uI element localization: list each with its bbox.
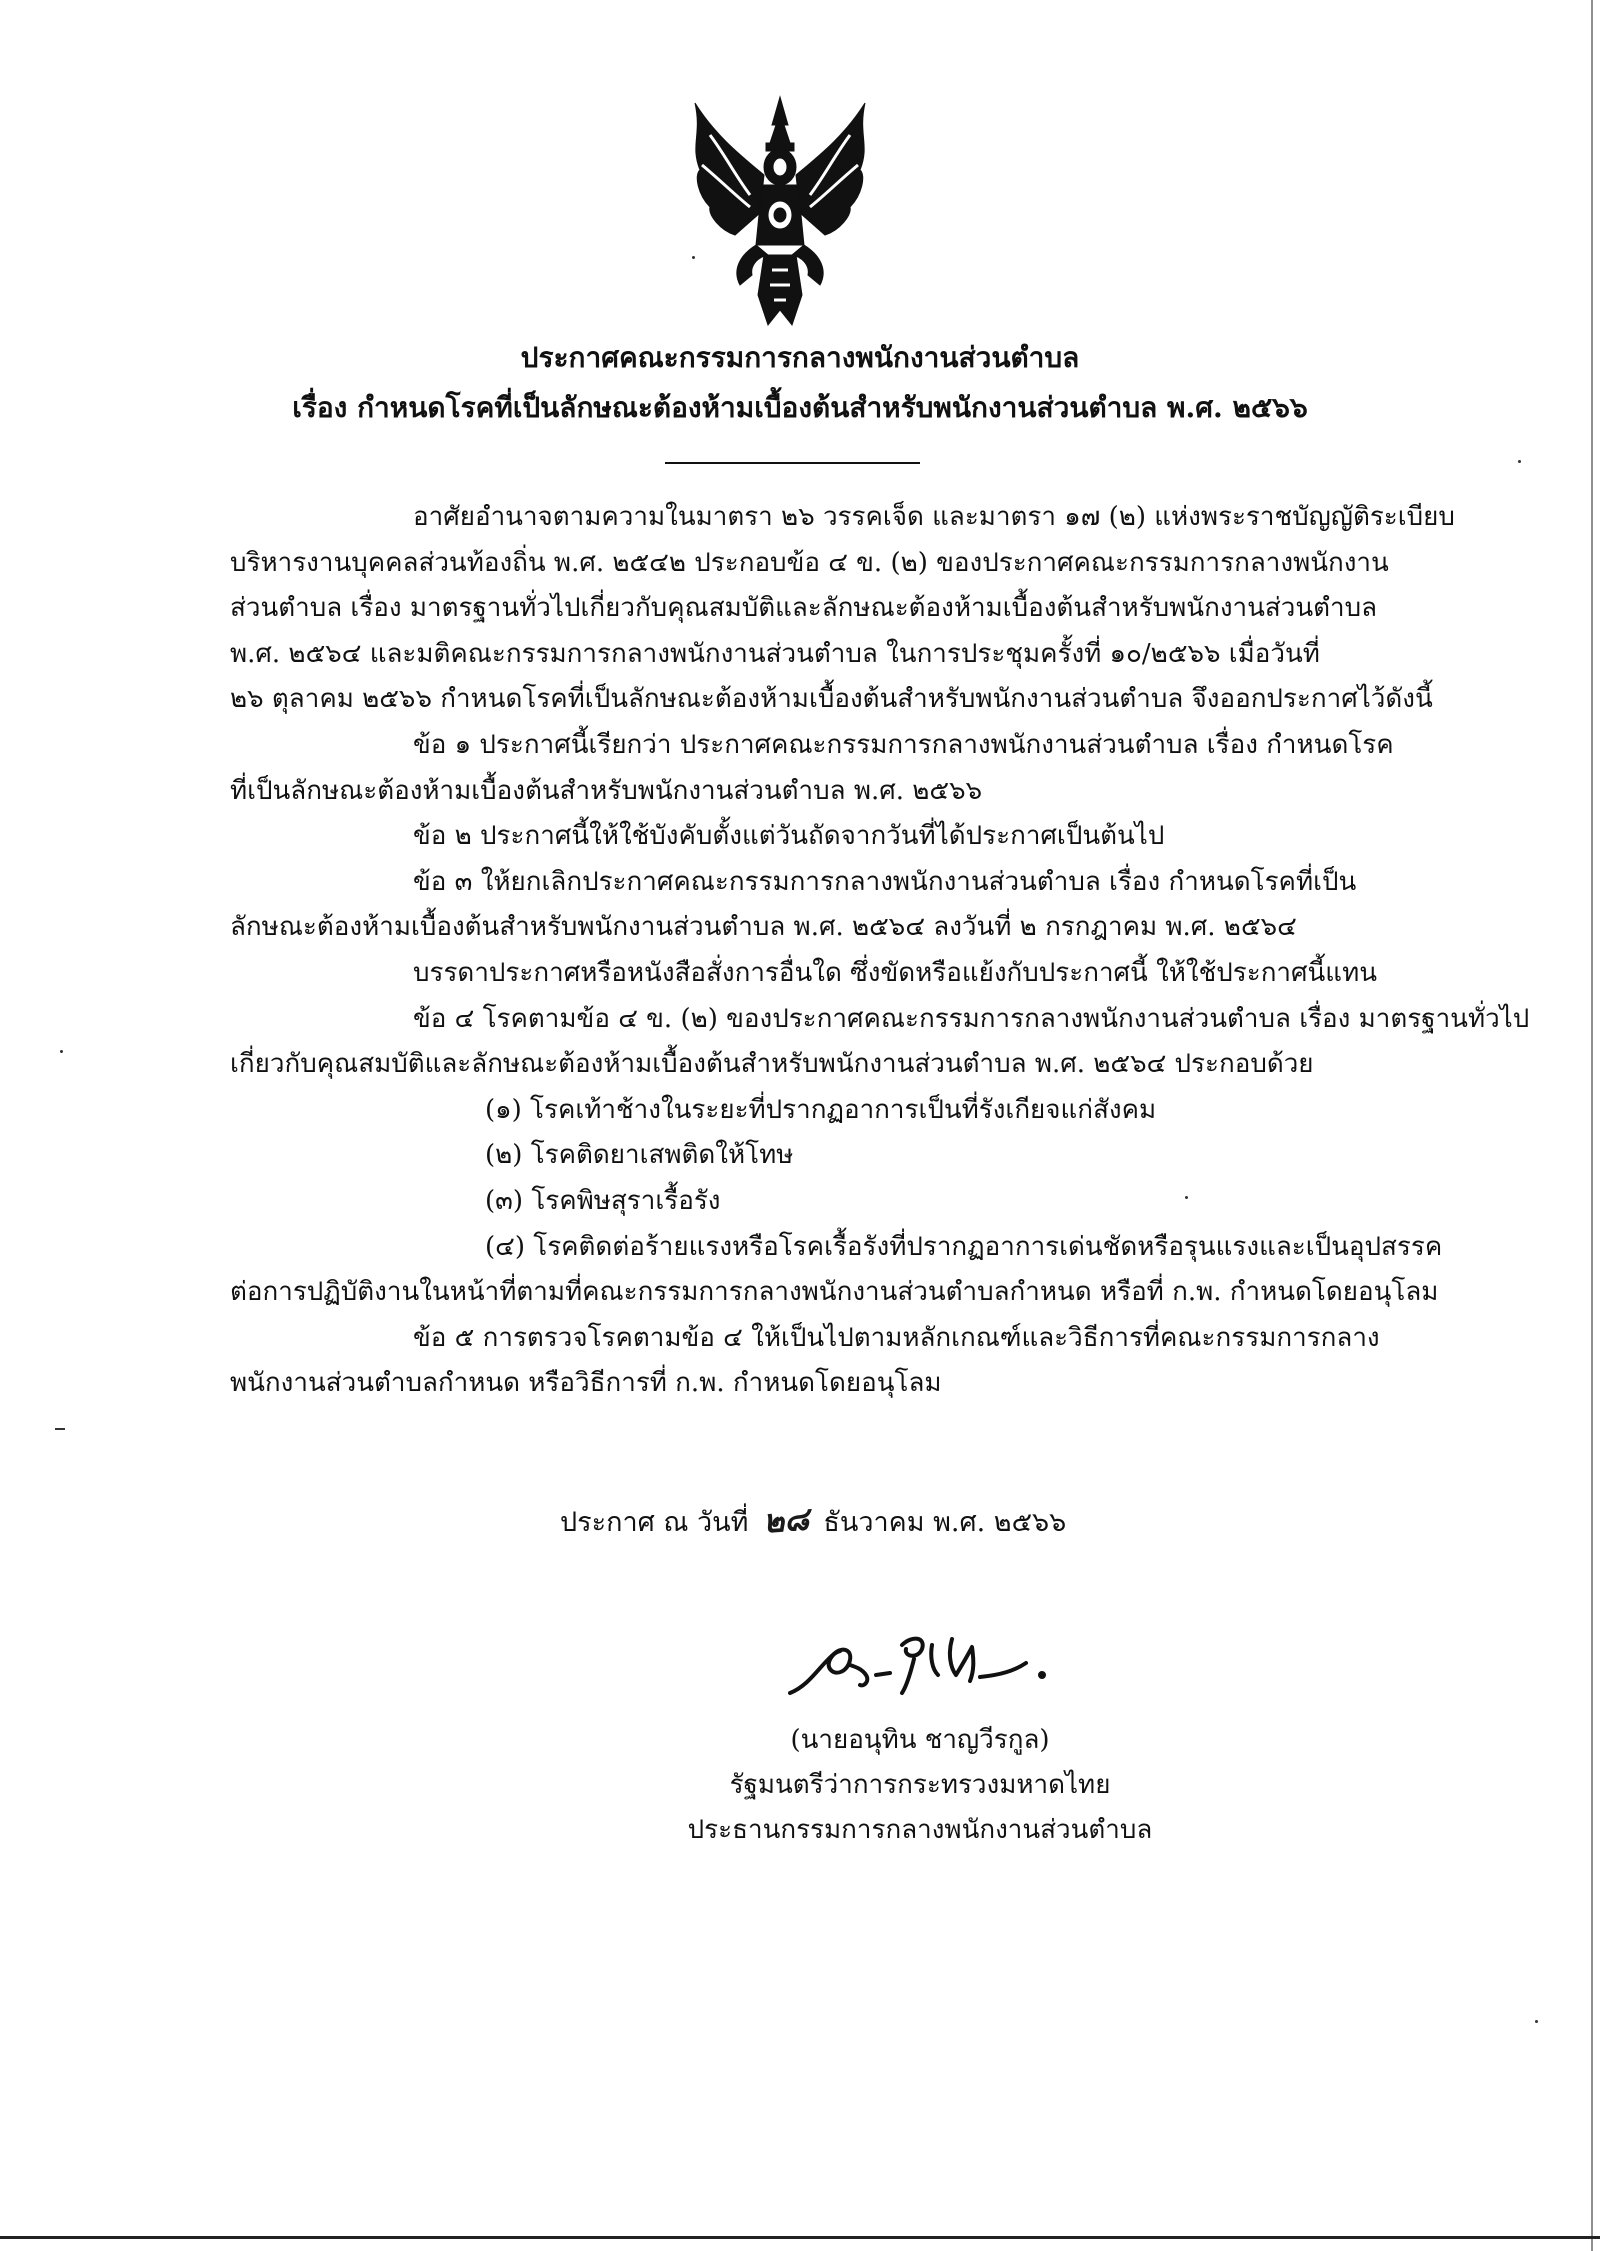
- clause-4-line: เกี่ยวกับคุณสมบัติและลักษณะต้องห้ามเบื้องต้นสำหรับพนักงานส่วนตำบล พ.ศ. ๒๕๖๔ ประกอบด้วย: [230, 1049, 1314, 1080]
- scan-edge: [1591, 0, 1593, 2251]
- signatory-block: [660, 1718, 1180, 1853]
- date-prefix: ประกาศ ณ วันที่: [560, 1507, 749, 1538]
- clause-3-line: ข้อ ๓ ให้ยกเลิกประกาศคณะกรรมการกลางพนักงานส่วนตำบล เรื่อง กำหนดโรคที่เป็น: [413, 866, 1357, 897]
- announcement-body: [230, 495, 1530, 1407]
- preamble-line: ส่วนตำบล เรื่อง มาตรฐานทั่วไปเกี่ยวกับคุณสมบัติและลักษณะต้องห้ามเบื้องต้นสำหรับพนักงานส่วนตำบล: [230, 593, 1378, 624]
- date-day-handwritten: ๒๘: [761, 1499, 811, 1541]
- clause-3-line: ลักษณะต้องห้ามเบื้องต้นสำหรับพนักงานส่วนตำบล พ.ศ. ๒๕๖๔ ลงวันที่ ๒ กรกฎาคม พ.ศ. ๒๕๖๔: [230, 912, 1297, 943]
- clause-3-continuation: บรรดาประกาศหรือหนังสือสั่งการอื่นใด ซึ่งขัดหรือแย้งกับประกาศนี้ ให้ใช้ประกาศนี้แทน: [413, 957, 1377, 988]
- announcement-subject: เรื่อง กำหนดโรคที่เป็นลักษณะต้องห้ามเบื้องต้นสำหรับพนักงานส่วนตำบล พ.ศ. ๒๕๖๖: [292, 391, 1308, 424]
- scan-speck: [1535, 2020, 1538, 2023]
- announcement-title: ประกาศคณะกรรมการกลางพนักงานส่วนตำบล: [520, 341, 1080, 374]
- scan-speck: [1518, 460, 1521, 463]
- preamble-line: พ.ศ. ๒๕๖๔ และมติคณะกรรมการกลางพนักงานส่วนตำบล ในการประชุมครั้งที่ ๑๐/๒๕๖๖ เมื่อวันที่: [230, 638, 1320, 669]
- clause-4-line: ข้อ ๔ โรคตามข้อ ๔ ข. (๒) ของประกาศคณะกรรมการกลางพนักงานส่วนตำบล เรื่อง มาตรฐานทั่วไป: [413, 1003, 1530, 1034]
- clause-1-line: ที่เป็นลักษณะต้องห้ามเบื้องต้นสำหรับพนักงานส่วนตำบล พ.ศ. ๒๕๖๖: [230, 775, 983, 806]
- disease-item: (๓) โรคพิษสุราเรื้อรัง: [485, 1185, 721, 1216]
- preamble-line: ๒๖ ตุลาคม ๒๕๖๖ กำหนดโรคที่เป็นลักษณะต้องห้ามเบื้องต้นสำหรับพนักงานส่วนตำบล จึงออกประกาศไว้ดังนี้: [230, 684, 1433, 715]
- scan-speck: [1185, 1196, 1188, 1199]
- signatory-name: (นายอนุทิน ชาญวีรกูล): [790, 1725, 1050, 1755]
- clause-5-line: พนักงานส่วนตำบลกำหนด หรือวิธีการที่ ก.พ. กำหนดโดยอนุโลม: [230, 1368, 942, 1399]
- scan-speck: [55, 1428, 65, 1430]
- preamble-line: อาศัยอำนาจตามความในมาตรา ๒๖ วรรคเจ็ด และมาตรา ๑๗ (๒) แห่งพระราชบัญญัติระเบียบ: [413, 502, 1455, 532]
- clause-5-line: ข้อ ๕ การตรวจโรคตามข้อ ๔ ให้เป็นไปตามหลักเกณฑ์และวิธีการที่คณะกรรมการกลาง: [413, 1322, 1380, 1353]
- signatory-position: ประธานกรรมการกลางพนักงานส่วนตำบล: [687, 1815, 1153, 1845]
- clause-2-line: ข้อ ๒ ประกาศนี้ให้ใช้บังคับตั้งแต่วันถัดจากวันที่ได้ประกาศเป็นต้นไป: [413, 821, 1165, 852]
- signatory-position: รัฐมนตรีว่าการกระทรวงมหาดไทย: [729, 1770, 1111, 1800]
- disease-4-continuation: ต่อการปฏิบัติงานในหน้าที่ตามที่คณะกรรมการกลางพนักงานส่วนตำบลกำหนด หรือที่ ก.พ. กำหนดโดยอนุโลม: [230, 1277, 1439, 1308]
- title-divider: [665, 462, 920, 464]
- disease-item: (๔) โรคติดต่อร้ายแรงหรือโรคเรื้อรังที่ปรากฏอาการเด่นชัดหรือรุนแรงและเป็นอุปสรรค: [485, 1231, 1443, 1262]
- handwritten-signature-icon: [780, 1605, 1100, 1715]
- scan-speck: [692, 256, 695, 259]
- preamble-line: บริหารงานบุคคลส่วนท้องถิ่น พ.ศ. ๒๕๔๒ ประกอบข้อ ๔ ข. (๒) ของประกาศคณะกรรมการกลางพนักงาน: [230, 547, 1389, 578]
- date-suffix: ธันวาคม พ.ศ. ๒๕๖๖: [823, 1507, 1067, 1538]
- garuda-emblem-icon: [680, 95, 880, 335]
- disease-item: (๒) โรคติดยาเสพติดให้โทษ: [485, 1140, 794, 1171]
- scan-speck: [60, 1050, 63, 1053]
- scan-edge: [0, 2236, 1600, 2239]
- announcement-date: [560, 1500, 1066, 1543]
- clause-1-line: ข้อ ๑ ประกาศนี้เรียกว่า ประกาศคณะกรรมการกลางพนักงานส่วนตำบล เรื่อง กำหนดโรค: [413, 729, 1394, 760]
- disease-item: (๑) โรคเท้าช้างในระยะที่ปรากฏอาการเป็นที่รังเกียจแก่สังคม: [485, 1094, 1157, 1125]
